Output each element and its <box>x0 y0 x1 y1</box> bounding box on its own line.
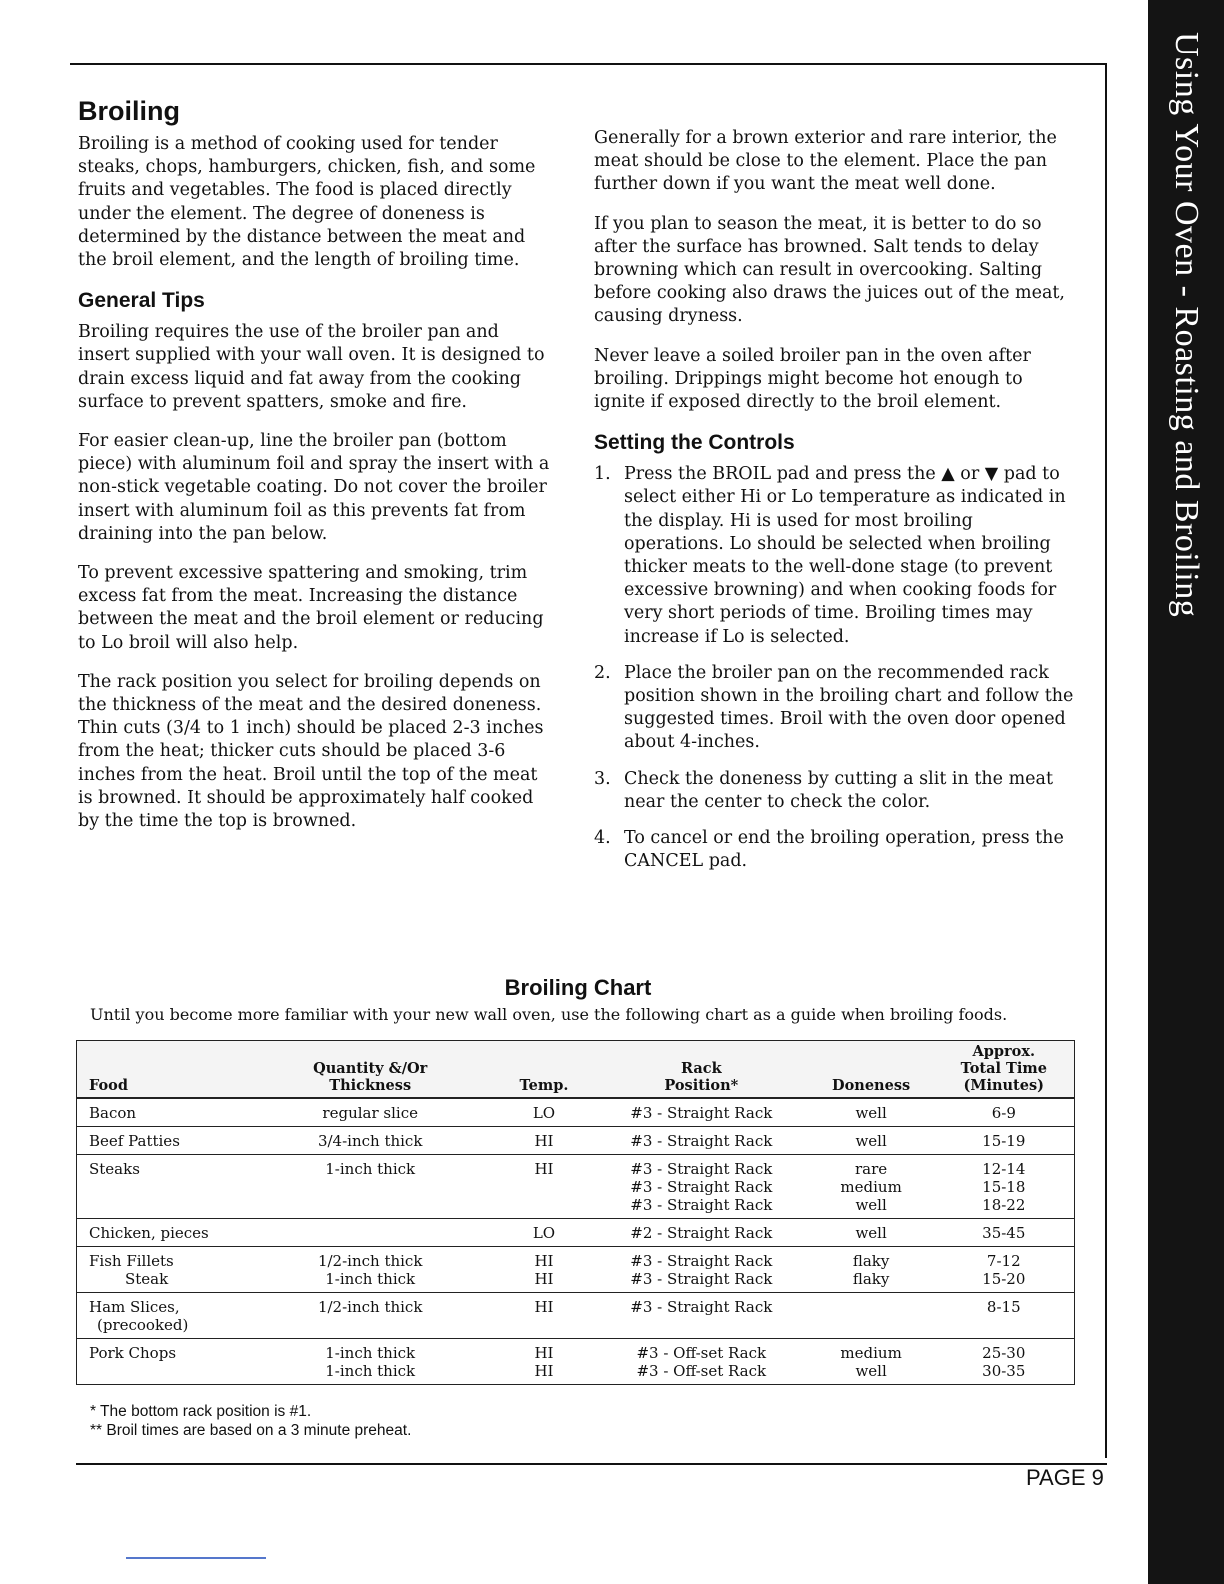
header-food: Food <box>77 1041 247 1099</box>
cell-doneness: rare medium well <box>809 1155 934 1219</box>
table-row <box>77 1098 1075 1127</box>
broiling-chart-table <box>76 1040 1075 1385</box>
cell-time: 25-30 30-35 <box>934 1339 1075 1385</box>
header-quantity: Quantity &/Or Thickness <box>246 1041 494 1099</box>
tip-paragraph: Never leave a soiled broiler pan in the oven after broiling. Drippings might become hot enough to ignite if exposed directly to the broil element. <box>594 345 1031 413</box>
cell-time: 8-15 <box>934 1293 1075 1339</box>
cell-quantity <box>246 1219 494 1247</box>
cell-time: 12-14 15-18 18-22 <box>934 1155 1075 1219</box>
step-text: Press the BROIL pad and press the ▲ or ▼ pad to select either Hi or Lo temperature as indicated in the display. Hi is used for most broiling operations. Lo should be selected when broiling thicker meats to the well-done stage (to prevent excessive browning) and when cooking foods for very short periods of time. Broiling times may increase if Lo is selected. <box>624 464 1066 647</box>
header-doneness: Doneness <box>809 1041 934 1099</box>
page-number: PAGE 9 <box>1026 1465 1104 1490</box>
cell-rack: #3 - Off-set Rack #3 - Off-set Rack <box>594 1339 809 1385</box>
cell-time: 15-19 <box>934 1127 1075 1155</box>
cell-temp: HI HI <box>494 1247 594 1293</box>
cell-temp: HI <box>494 1293 594 1339</box>
cell-food: Steaks <box>77 1155 247 1219</box>
header-temp: Temp. <box>494 1041 594 1099</box>
cell-food: Ham Slices, (precooked) <box>77 1293 247 1339</box>
setting-controls-heading: Setting the Controls <box>594 431 795 455</box>
cell-quantity: 3/4-inch thick <box>246 1127 494 1155</box>
cell-food: Pork Chops <box>77 1339 247 1385</box>
broiling-intro: Broiling is a method of cooking used for tender steaks, chops, hamburgers, chicken, fish, and some fruits and vegetables. The food is placed directly under the element. The degree of doneness is determined by the distance between the meat and the broil element, and the length of broiling time. <box>78 134 536 271</box>
footnote: * The bottom rack position is #1. <box>90 1403 312 1420</box>
tip-paragraph: Broiling requires the use of the broiler pan and insert supplied with your wall oven. It is designed to drain excess liquid and fat away from the cooking surface to prevent spatters, smoke and fire. <box>78 322 545 412</box>
tip-paragraph: Generally for a brown exterior and rare interior, the meat should be close to the element. Place the pan further down if you want the meat well done. <box>594 128 1057 195</box>
tip-paragraph: To prevent excessive spattering and smoking, trim excess fat from the meat. Increasing the distance between the meat and the broil element or reducing to Lo broil will also help. <box>78 563 544 653</box>
cell-rack: #3 - Straight Rack #3 - Straight Rack #3 - Straight Rack <box>594 1155 809 1219</box>
cell-temp: HI <box>494 1127 594 1155</box>
step-item: 2. Place the broiler pan on the recommended rack position shown in the broiling chart and follow the suggested times. Broil with the oven door opened about 4-inches. <box>594 662 1074 753</box>
chart-footnotes <box>90 1402 411 1440</box>
header-rack: Rack Position* <box>594 1041 809 1099</box>
cell-temp: HI <box>494 1155 594 1219</box>
broiling-heading: Broiling <box>78 96 180 126</box>
right-rule <box>1105 63 1107 1458</box>
table-row <box>77 1155 1075 1219</box>
cell-food: Chicken, pieces <box>77 1219 247 1247</box>
bottom-rule <box>76 1463 1107 1465</box>
cell-rack: #3 - Straight Rack <box>594 1098 809 1127</box>
cell-temp: LO <box>494 1219 594 1247</box>
footnote: ** Broil times are based on a 3 minute preheat. <box>90 1422 412 1439</box>
cell-time: 7-12 15-20 <box>934 1247 1075 1293</box>
step-text: To cancel or end the broiling operation, press the CANCEL pad. <box>624 828 1064 872</box>
cell-time: 35-45 <box>934 1219 1075 1247</box>
step-item: 3. Check the doneness by cutting a slit in the meat near the center to check the color. <box>594 768 1053 812</box>
cell-doneness: well <box>809 1098 934 1127</box>
step-item: 4. To cancel or end the broiling operation, press the CANCEL pad. <box>594 828 1064 872</box>
table-row <box>77 1219 1075 1247</box>
step-text: Check the doneness by cutting a slit in the meat near the center to check the color. <box>624 768 1053 812</box>
cell-doneness: well <box>809 1219 934 1247</box>
cell-rack: #3 - Straight Rack <box>594 1127 809 1155</box>
cell-quantity: 1/2-inch thick 1-inch thick <box>246 1247 494 1293</box>
table-header-row <box>77 1041 1075 1099</box>
broiling-chart-title: Broiling Chart <box>504 975 652 1000</box>
table-row <box>77 1293 1075 1339</box>
cell-temp: HI HI <box>494 1339 594 1385</box>
cell-quantity: 1-inch thick <box>246 1155 494 1219</box>
step-text: Place the broiler pan on the recommended rack position shown in the broiling chart and follow the suggested times. Broil with the oven door opened about 4-inches. <box>624 662 1074 753</box>
cell-doneness: medium well <box>809 1339 934 1385</box>
tip-paragraph: If you plan to season the meat, it is better to do so after the surface has browned. Salt tends to delay browning which can result in overcooking. Salting before cooking also draws the juices out of the meat, causing dryness. <box>594 213 1065 327</box>
header-time: Approx. Total Time (Minutes) <box>934 1041 1075 1099</box>
cell-food: Bacon <box>77 1098 247 1127</box>
cell-quantity: 1-inch thick 1-inch thick <box>246 1339 494 1385</box>
step-item: 1. Press the BROIL pad and press the ▲ or ▼ pad to select either Hi or Lo temperature as indicated in the display. Hi is used for most broiling operations. Lo should be selected when broiling thicker meats to the well-done stage (to prevent excessive browning) and when cooking foods for very short periods of time. Broiling times may increase if Lo is selected. <box>594 464 1066 647</box>
cell-rack: #2 - Straight Rack <box>594 1219 809 1247</box>
left-column <box>78 95 553 849</box>
cell-rack: #3 - Straight Rack #3 - Straight Rack <box>594 1247 809 1293</box>
table-row <box>77 1247 1075 1293</box>
cell-quantity: regular slice <box>246 1098 494 1127</box>
cell-time: 6-9 <box>934 1098 1075 1127</box>
table-row <box>77 1127 1075 1155</box>
cell-food: Fish Fillets Steak <box>77 1247 247 1293</box>
chapter-title: Using Your Oven - Roasting and Broiling <box>1168 32 1205 618</box>
cell-temp: LO <box>494 1098 594 1127</box>
scan-mark <box>126 1557 266 1559</box>
steps-list <box>594 463 1074 873</box>
cell-quantity: 1/2-inch thick <box>246 1293 494 1339</box>
broiling-chart-intro: Until you become more familiar with your new wall oven, use the following chart as a guide when broiling foods. <box>90 1005 1008 1024</box>
cell-doneness: well <box>809 1127 934 1155</box>
cell-food: Beef Patties <box>77 1127 247 1155</box>
right-column <box>594 127 1074 886</box>
cell-doneness <box>809 1293 934 1339</box>
tip-paragraph: The rack position you select for broiling depends on the thickness of the meat and the desired doneness. Thin cuts (3/4 to 1 inch) should be placed 2-3 inches from the heat; thicker cuts should be placed 3-6 inches from the heat. Broil until the top of the meat is browned. It should be approximately half cooked by the time the top is browned. <box>78 671 544 832</box>
tip-paragraph: For easier clean-up, line the broiler pan (bottom piece) with aluminum foil and spray the insert with a non-stick vegetable coating. Do not cover the broiler insert with aluminum foil as this prevents fat from draining into the pan below. <box>78 431 550 544</box>
top-rule <box>70 63 1107 65</box>
table-row <box>77 1339 1075 1385</box>
cell-doneness: flaky flaky <box>809 1247 934 1293</box>
cell-rack: #3 - Straight Rack <box>594 1293 809 1339</box>
general-tips-heading: General Tips <box>78 289 205 313</box>
